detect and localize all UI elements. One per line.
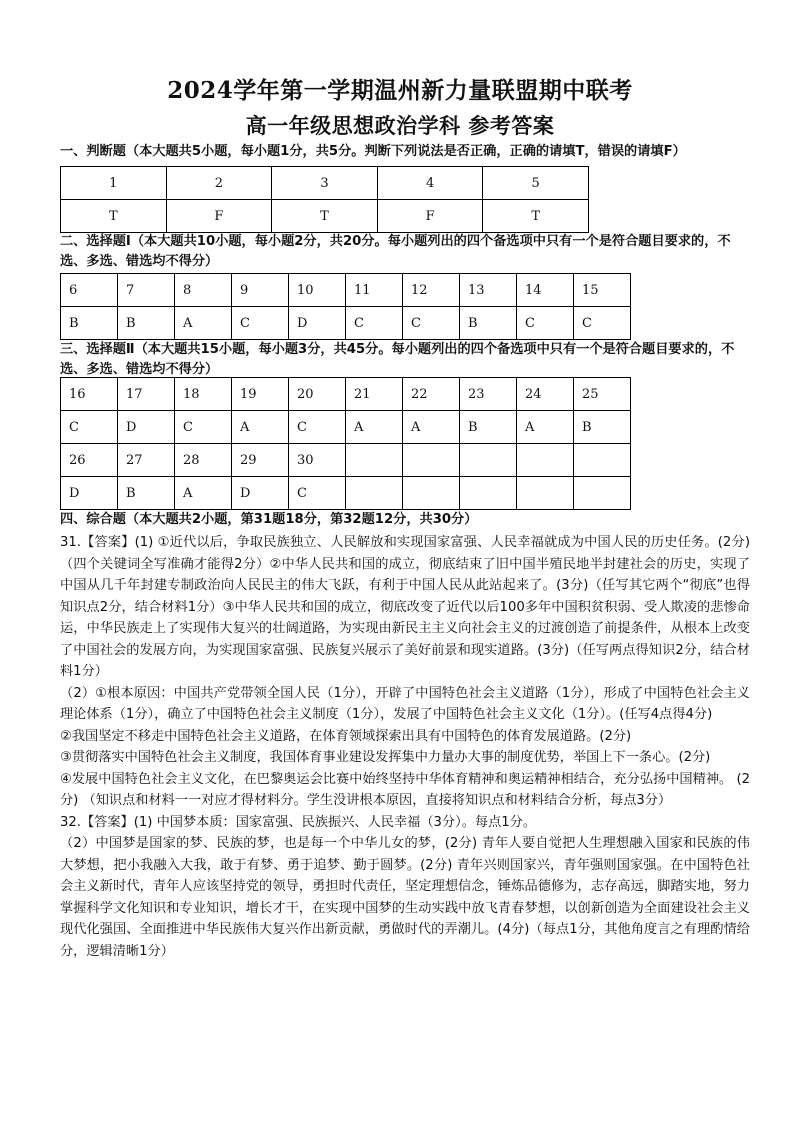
answer-cell: B bbox=[61, 307, 118, 340]
question-number: 1 bbox=[61, 167, 167, 200]
empty-cell bbox=[460, 444, 517, 477]
answer-cell: C bbox=[346, 307, 403, 340]
answer-cell: T bbox=[61, 200, 167, 233]
question-number: 15 bbox=[574, 274, 631, 307]
question-number: 2 bbox=[166, 167, 272, 200]
answer-cell: C bbox=[574, 307, 631, 340]
answer-cell: D bbox=[61, 477, 118, 510]
empty-cell bbox=[517, 444, 574, 477]
question-number: 14 bbox=[517, 274, 574, 307]
question-number: 9 bbox=[232, 274, 289, 307]
question-number: 6 bbox=[61, 274, 118, 307]
answer-cell: T bbox=[272, 200, 378, 233]
section1-answer-table bbox=[60, 166, 589, 233]
empty-cell bbox=[346, 444, 403, 477]
question-number: 24 bbox=[517, 378, 574, 411]
question-number: 3 bbox=[272, 167, 378, 200]
question-number: 25 bbox=[574, 378, 631, 411]
question-number: 12 bbox=[403, 274, 460, 307]
question-number: 13 bbox=[460, 274, 517, 307]
answer-cell: D bbox=[289, 307, 346, 340]
answer-cell: F bbox=[377, 200, 483, 233]
answer-32-part1: 32.【答案】(1) 中国梦本质：国家富强、民族振兴、人民幸福（3分）。每点1分。 bbox=[60, 814, 537, 830]
answer-31-part2-root-cause: （2）①根本原因：中国共产党带领全国人民（1分），开辟了中国特色社会主义道路（1分），形成了中国特色社会主义理论体系（1分），确立了中国特色社会主义制度（1分），发展了中国特色社会主义文化（1分）。(任写4点得4分) bbox=[60, 685, 750, 722]
table-row bbox=[61, 444, 631, 477]
question-number: 18 bbox=[175, 378, 232, 411]
answer-31-part2-point4: ④发展中国特色社会主义文化，在巴黎奥运会比赛中始终坚持中华体育精神和奥运精神相结合，充分弘扬中国精神。 (2分) （知识点和材料一一对应才得材料分。学生没讲根本原因，直接将知识点和材料结合分析，每点3分） bbox=[60, 771, 750, 808]
empty-cell bbox=[517, 477, 574, 510]
section3-answer-table bbox=[60, 377, 631, 510]
answer-cell: C bbox=[517, 307, 574, 340]
answer-cell: F bbox=[166, 200, 272, 233]
answer-cell: B bbox=[460, 307, 517, 340]
table-row bbox=[61, 411, 631, 444]
table-row bbox=[61, 307, 631, 340]
answer-cell: A bbox=[175, 307, 232, 340]
table-row bbox=[61, 200, 589, 233]
answer-cell: C bbox=[175, 411, 232, 444]
question-number: 28 bbox=[175, 444, 232, 477]
question-number: 16 bbox=[61, 378, 118, 411]
table-row bbox=[61, 477, 631, 510]
section1-heading: 一、判断题（本大题共5小题，每小题1分，共5分。判断下列说法是否正确，正确的请填T，错误的请填F） bbox=[60, 144, 686, 159]
question-number: 11 bbox=[346, 274, 403, 307]
question-number: 26 bbox=[61, 444, 118, 477]
question-number: 27 bbox=[118, 444, 175, 477]
answer-cell: B bbox=[118, 477, 175, 510]
question-number: 7 bbox=[118, 274, 175, 307]
table-row bbox=[61, 274, 631, 307]
table-row bbox=[61, 378, 631, 411]
section3-heading: 三、选择题Ⅱ（本大题共15小题，每小题3分，共45分。每小题列出的四个备选项中只有一个是符合题目要求的，不选、多选、错选均不得分） bbox=[60, 342, 735, 377]
question-number: 23 bbox=[460, 378, 517, 411]
answer-cell: C bbox=[61, 411, 118, 444]
answer-cell: B bbox=[574, 411, 631, 444]
answer-cell: B bbox=[460, 411, 517, 444]
empty-cell bbox=[460, 477, 517, 510]
answer-cell: D bbox=[118, 411, 175, 444]
question-number: 4 bbox=[377, 167, 483, 200]
answer-cell: A bbox=[403, 411, 460, 444]
answer-cell: A bbox=[232, 411, 289, 444]
question-number: 5 bbox=[483, 167, 589, 200]
section4-heading: 四、综合题（本大题共2小题，第31题18分，第32题12分，共30分） bbox=[60, 512, 478, 527]
answer-cell: C bbox=[232, 307, 289, 340]
empty-cell bbox=[574, 444, 631, 477]
table-row bbox=[61, 167, 589, 200]
empty-cell bbox=[346, 477, 403, 510]
question-number: 17 bbox=[118, 378, 175, 411]
answer-cell: A bbox=[346, 411, 403, 444]
section2-answer-table bbox=[60, 273, 631, 340]
question-number: 10 bbox=[289, 274, 346, 307]
page-title: 2024学年第一学期温州新力量联盟期中联考 bbox=[167, 77, 633, 104]
question-number: 29 bbox=[232, 444, 289, 477]
section4-answers bbox=[60, 532, 750, 962]
answer-32-part2: （2）中国梦是国家的梦、民族的梦，也是每一个中华儿女的梦，(2分) 青年人要自觉把人生理想融入国家和民族的伟大梦想，把小我融入大我，敢于有梦、勇于追梦、勤于圆梦。(2分) 青年兴则国家兴，青年强则国家强。在中国特色社会主义新时代，青年人应该坚持党的领导，勇担时代责任，坚定理想信念，锤炼品德修为，志存高远，脚踏实地，努力掌握科学文化知识和专业知识，增长才干，在实现中国梦的生动实践中放飞青春梦想，以创新创造为全面建设社会主义现代化强国、全面推进中华民族伟大复兴作出新贡献，勇做时代的弄潮儿。(4分)（每点1分，其他角度言之有理酌情给分，逻辑清晰1分） bbox=[60, 836, 750, 959]
question-number: 19 bbox=[232, 378, 289, 411]
answer-cell: C bbox=[403, 307, 460, 340]
answer-31-part2-point3: ③贯彻落实中国特色社会主义制度，我国体育事业建设发挥集中力量办大事的制度优势，举国上下一条心。(2分) bbox=[60, 750, 711, 765]
section2-heading: 二、选择题Ⅰ（本大题共10小题，每小题2分，共20分。每小题列出的四个备选项中只有一个是符合题目要求的，不选、多选、错选均不得分） bbox=[60, 234, 731, 269]
answer-cell: C bbox=[289, 411, 346, 444]
empty-cell bbox=[403, 444, 460, 477]
empty-cell bbox=[574, 477, 631, 510]
question-number: 22 bbox=[403, 378, 460, 411]
page-subtitle: 高一年级思想政治学科 参考答案 bbox=[245, 113, 555, 138]
answer-31-part1: 31.【答案】(1) ①近代以后，争取民族独立、人民解放和实现国家富强、人民幸福就成为中国人民的历史任务。(2分)（四个关键词全写准确才能得2分）②中华人民共和国的成立，彻底结束了旧中国半殖民地半封建社会的历史，实现了中国从几千年封建专制政治向人民民主的伟大飞跃，有利于中国人民从此站起来了。(3分)（任写其它两个“彻底”也得知识点2分，结合材料1分）③中华人民共和国的成立，彻底改变了近代以后100多年中国积贫积弱、受人欺凌的悲惨命运，中华民族走上了实现伟大复兴的壮阔道路，为实现由新民主主义向社会主义的过渡创造了前提条件，从根本上改变了中国社会的发展方向，为实现国家富强、民族复兴展示了美好前景和现实道路。(3分)（任写两点得知识2分，结合材料1分） bbox=[60, 535, 750, 679]
answer-31-part2-point2: ②我国坚定不移走中国特色社会主义道路，在体育领域探索出具有中国特色的体育发展道路。(2分) bbox=[60, 728, 632, 744]
question-number: 30 bbox=[289, 444, 346, 477]
question-number: 20 bbox=[289, 378, 346, 411]
answer-cell: D bbox=[232, 477, 289, 510]
empty-cell bbox=[403, 477, 460, 510]
question-number: 21 bbox=[346, 378, 403, 411]
question-number: 8 bbox=[175, 274, 232, 307]
answer-cell: B bbox=[118, 307, 175, 340]
answer-cell: A bbox=[175, 477, 232, 510]
answer-cell: A bbox=[517, 411, 574, 444]
answer-cell: C bbox=[289, 477, 346, 510]
answer-cell: T bbox=[483, 200, 589, 233]
